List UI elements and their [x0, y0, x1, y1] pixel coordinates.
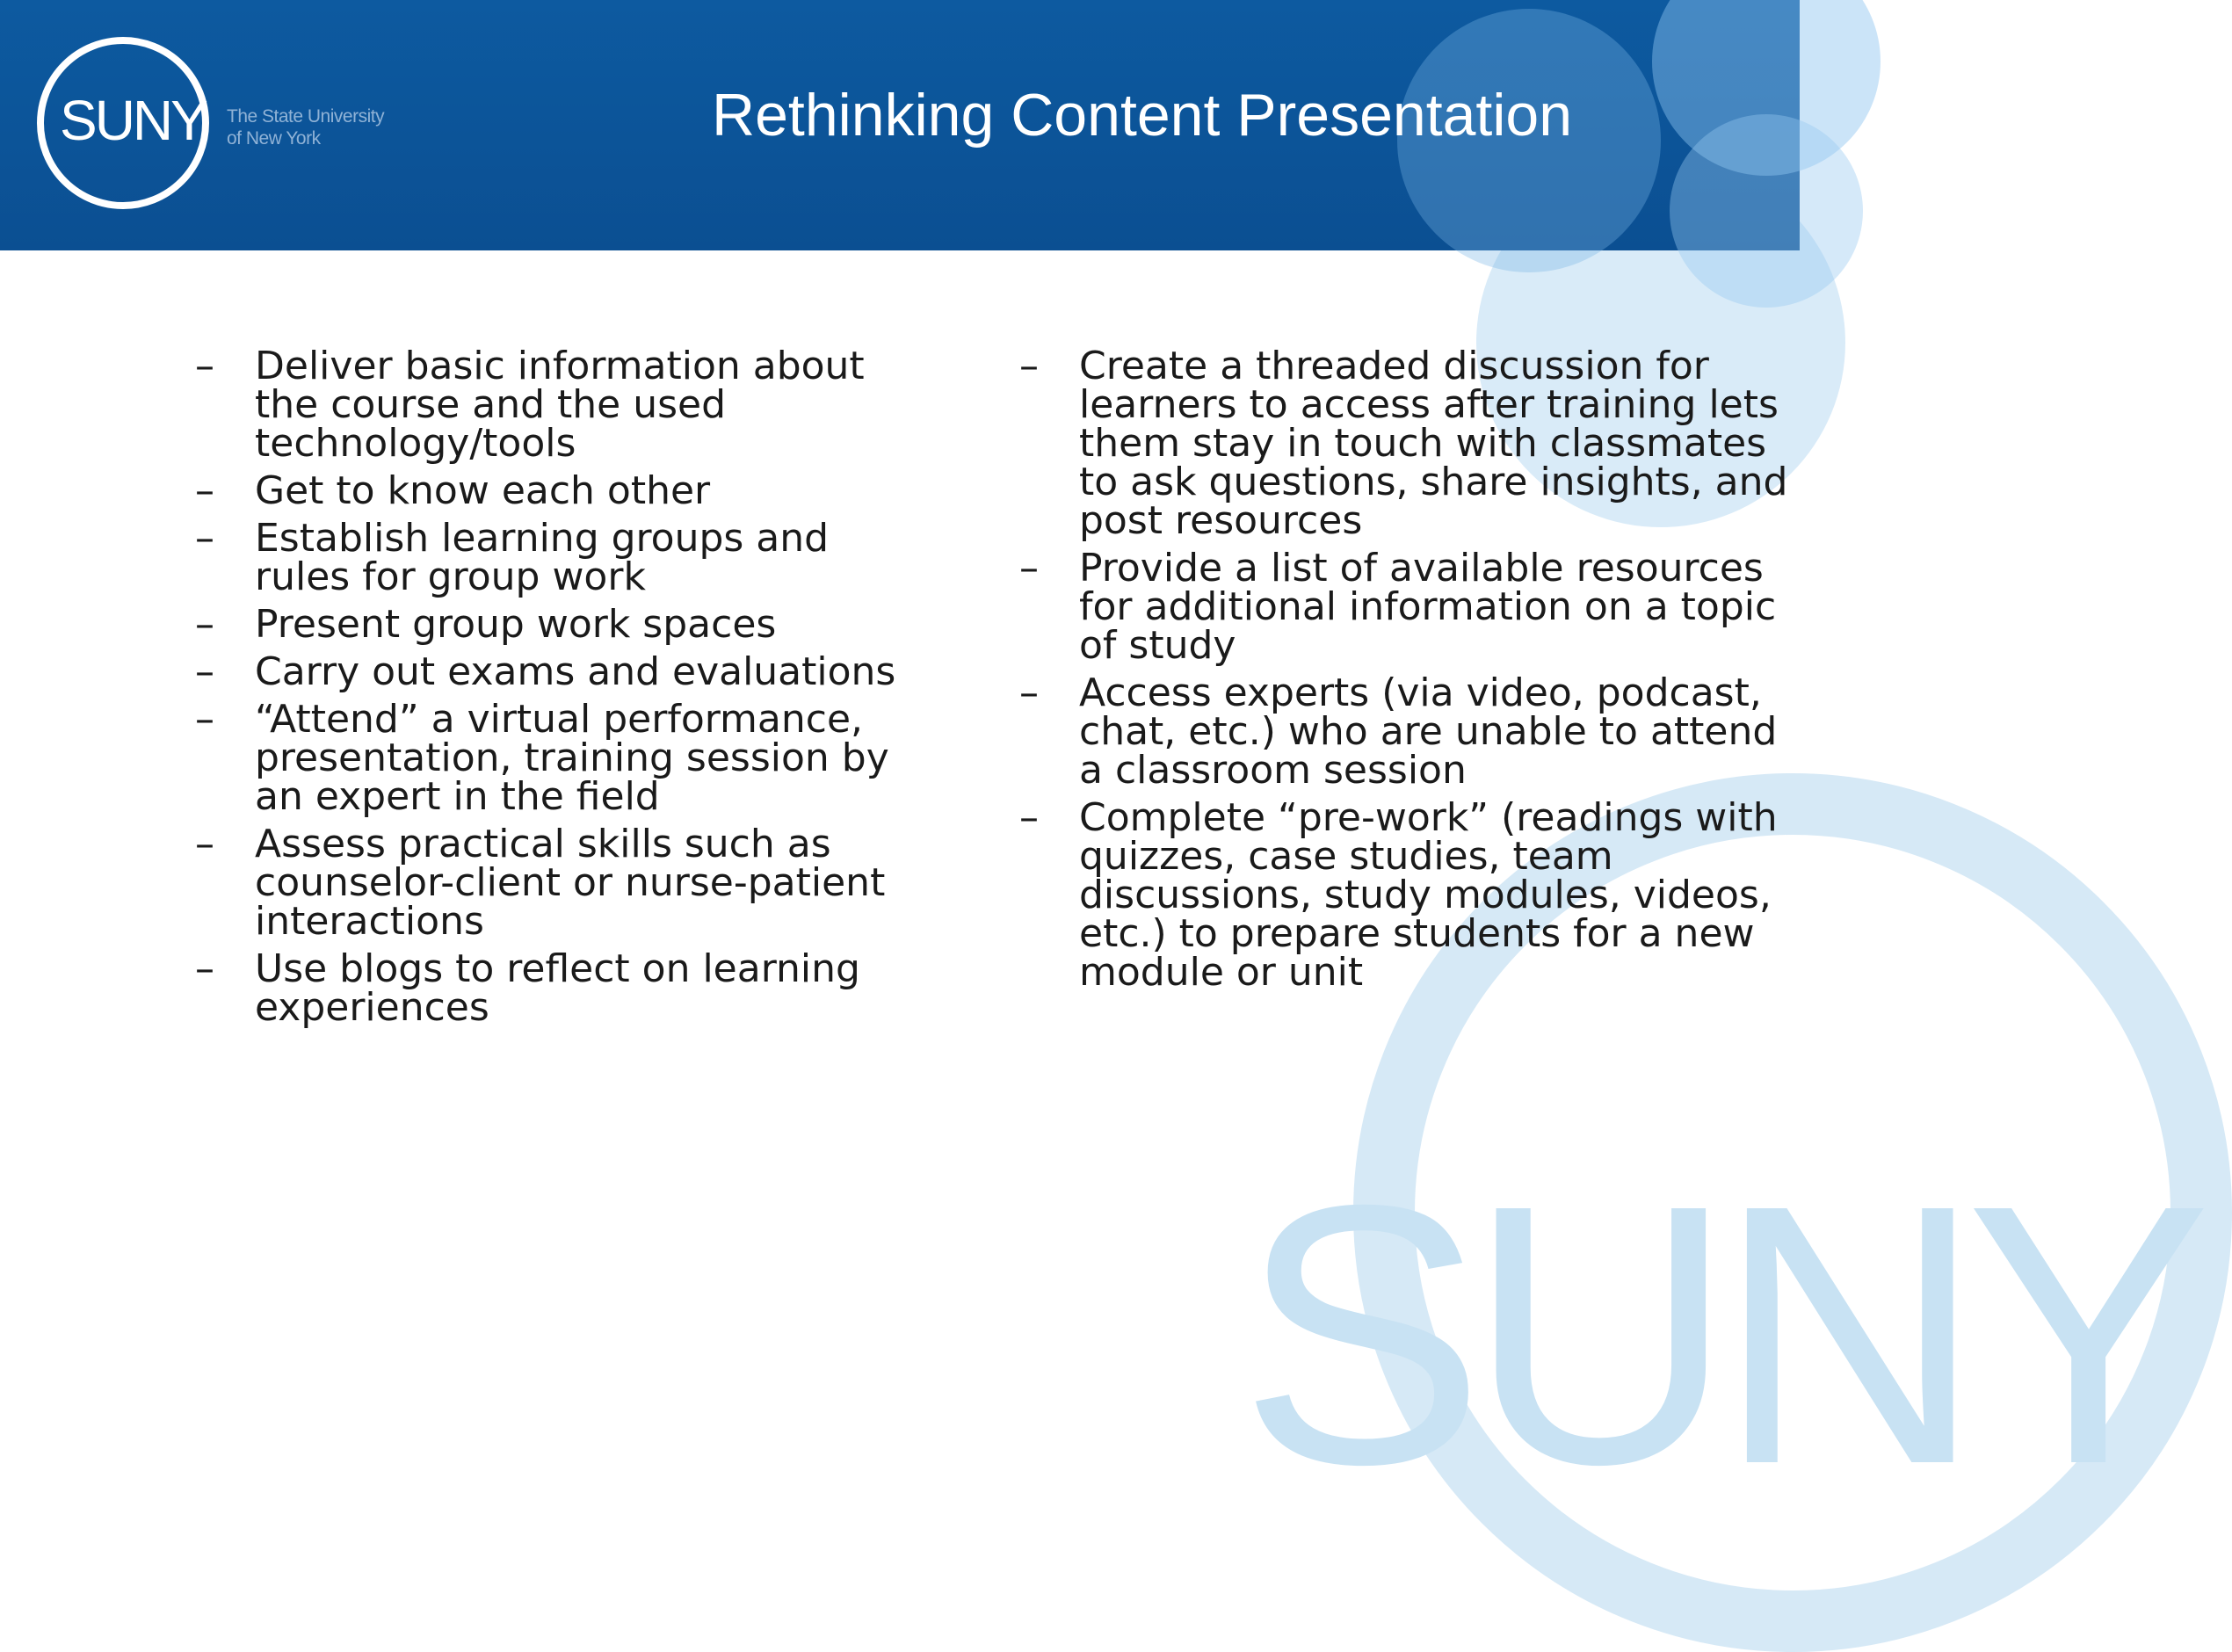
list-item-text: Provide a list of available resources for additional information on a topic of study [1079, 546, 1777, 668]
dash-bullet: – [1019, 670, 1039, 715]
list-item-text: Access experts (via video, podcast, chat, etc.) who are unable to attend a classroom session [1079, 670, 1778, 793]
list-item [1019, 670, 1793, 793]
left-bullet-list [195, 344, 898, 1030]
slide-title: Rethinking Content Presentation [712, 82, 1573, 149]
logo-subtitle: The State University of New York [227, 106, 385, 149]
suny-watermark: SUNY [1239, 1129, 2194, 1541]
right-column [1019, 344, 1793, 1001]
list-item [195, 946, 898, 1030]
dash-bullet: – [195, 697, 214, 742]
dash-bullet: – [1019, 546, 1039, 591]
decorative-circle [1670, 114, 1863, 308]
list-item [195, 697, 898, 819]
list-item [195, 649, 898, 694]
list-item [195, 468, 898, 513]
list-item [1019, 795, 1793, 995]
list-item-text: Establish learning groups and rules for group work [255, 516, 830, 599]
header-band [0, 0, 1800, 250]
list-item [195, 602, 898, 647]
dash-bullet: – [1019, 795, 1039, 840]
list-item [195, 516, 898, 599]
dash-bullet: – [195, 946, 214, 991]
list-item-text: Create a threaded discussion for learners to access after training lets them stay in touch with classmates to ask questions, share insights, and post resources [1079, 344, 1788, 543]
dash-bullet: – [195, 602, 214, 647]
right-bullet-list [1019, 344, 1793, 995]
list-item-text: Assess practical skills such as counselor-client or nurse-patient interactions [255, 822, 886, 944]
dash-bullet: – [1019, 344, 1039, 388]
list-item [195, 822, 898, 944]
list-item-text: Deliver basic information about the course and the used technology/tools [255, 344, 865, 466]
dash-bullet: – [195, 822, 214, 866]
logo-wordmark: SUNY [60, 89, 206, 152]
list-item-text: Use blogs to reflect on learning experiences [255, 946, 860, 1030]
left-column [195, 344, 898, 1036]
dash-bullet: – [195, 649, 214, 694]
list-item-text: Present group work spaces [255, 602, 777, 647]
dash-bullet: – [195, 468, 214, 513]
list-item-text: “Attend” a virtual performance, presentation, training session by an expert in the field [255, 697, 889, 819]
list-item [195, 344, 898, 466]
dash-bullet: – [195, 516, 214, 561]
list-item-text: Carry out exams and evaluations [255, 649, 896, 694]
list-item-text: Complete “pre-work” (readings with quizzes, case studies, team discussions, study modules, videos, etc.) to prepare students for a new module or unit [1079, 795, 1778, 995]
list-item-text: Get to know each other [255, 468, 711, 513]
list-item [1019, 546, 1793, 668]
list-item [1019, 344, 1793, 543]
dash-bullet: – [195, 344, 214, 388]
